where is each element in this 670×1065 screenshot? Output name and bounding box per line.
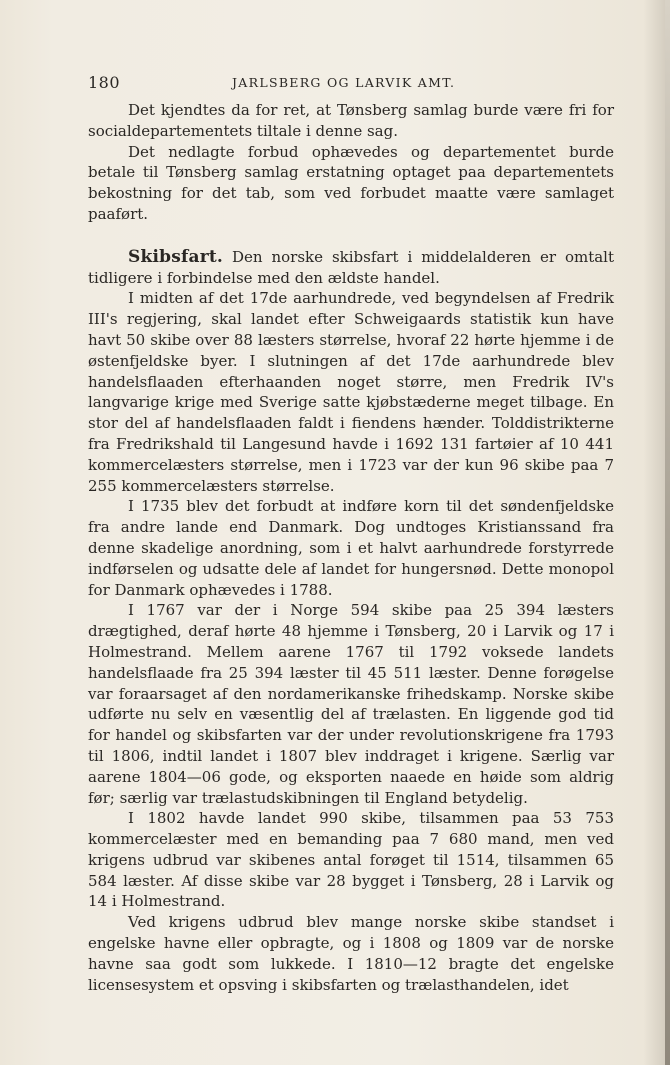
paragraph: Det nedlagte forbud ophævedes og departementet burde betale til Tønsberg samlag erstatning optaget paa departementets bekostning for det tab, som ved forbudet maatte være samlaget paaført. (88, 142, 614, 223)
page-header (88, 73, 608, 95)
section-heading: Skibsfart. (128, 246, 224, 267)
section-lead-text: Den norske skibsfart i middelalderen er omtalt tidligere i forbindelse med den ældste handel. (88, 247, 614, 287)
body-text (88, 100, 614, 995)
paragraph: I midten af det 17de aarhundrede, ved begyndelsen af Fredrik III's regjering, skal landet efter Schweigaards statistik kun have havt 50 skibe over 88 læsters størrelse, hvoraf 22 hørte hjemme i de østenfjeldske byer. I slutningen af det 17de aarhundrede blev handelsflaaden efterhaanden noget større, men Fredrik IV's langvarige krige med Sverige satte kjøbstæderne meget tilbage. En stor del af handelsflaaden faldt i fiendens hænder. Tolddistrikterne fra Fredrikshald til Langesund havde i 1692 131 fartøier af 10 441 kommercelæsters størrelse, men i 1723 var der kun 96 skibe paa 7 255 kommercelæsters størrelse. (88, 289, 614, 495)
paragraph: Det kjendtes da for ret, at Tønsberg samlag burde være fri for socialdepartementets tiltale i denne sag. (88, 101, 614, 140)
section-lead-paragraph (88, 247, 614, 289)
paragraph: I 1802 havde landet 990 skibe, tilsammen paa 53 753 kommercelæster med en bemanding paa 7 680 mand, men ved krigens udbrud var skibenes antal forøget til 1514, tilsammen 65 584 læster. Af disse skibe var 28 bygget i Tønsberg, 28 i Larvik og 14 i Holmestrand. (88, 809, 614, 911)
page-edge (665, 0, 670, 1065)
paragraph: I 1735 blev det forbudt at indføre korn til det søndenfjeldske fra andre lande end Danmark. Dog undtoges Kristianssand fra denne skadelige anordning, som i et halvt aarhundrede forstyrrede indførselen og udsatte dele af landet for hungersnød. Dette monopol for Danmark ophævedes i 1788. (88, 497, 614, 599)
paragraph: I 1767 var der i Norge 594 skibe paa 25 394 læsters drægtighed, deraf hørte 48 hjemme i Tønsberg, 20 i Larvik og 17 i Holmestrand. Mellem aarene 1767 til 1792 voksede landets handelsflaade fra 25 394 læster til 45 511 læster. Denne forøgelse var foraarsaget af den nordamerikanske frihedskamp. Norske skibe udførte nu selv en væsentlig del af trælasten. En liggende god tid for handel og skibsfarten var der under revolutionskrigene fra 1793 til 1806, indtil landet i 1807 blev inddraget i krigene. Særlig var aarene 1804—06 gode, og eksporten naaede en høide som aldrig før; særlig var trælastudskibningen til England betydelig. (88, 601, 614, 807)
running-head: JARLSBERG OG LARVIK AMT. (232, 75, 456, 90)
page-number: 180 (88, 73, 121, 92)
paragraph: Ved krigens udbrud blev mange norske skibe standset i engelske havne eller opbragte, og i 1808 og 1809 var de norske havne saa godt som lukkede. I 1810—12 bragte det engelske licensesystem et opsving i skibsfarten og trælasthandelen, idet (88, 913, 614, 994)
section-skibsfart (88, 247, 614, 996)
